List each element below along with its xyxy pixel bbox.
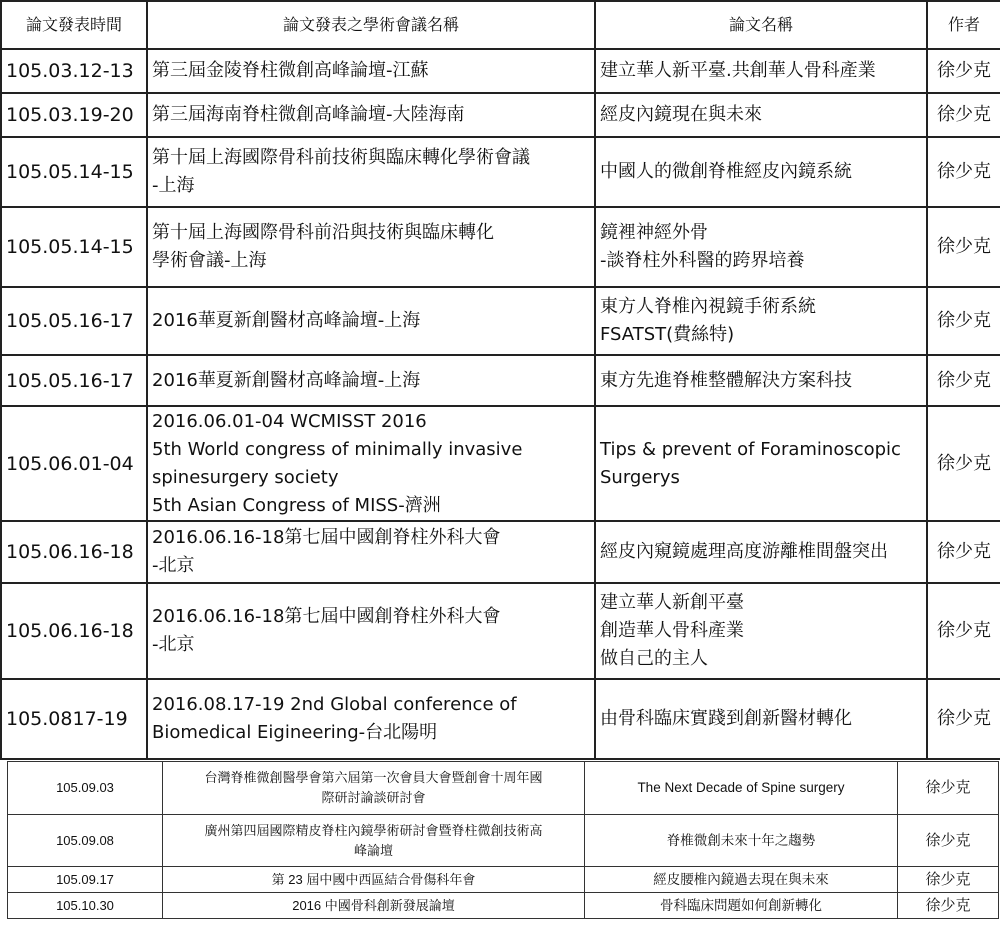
date-cell: 105.09.03: [8, 762, 163, 815]
paper-title-cell: The Next Decade of Spine surgery: [585, 762, 898, 815]
author-cell: 徐少克: [927, 679, 1000, 759]
conference-cell: 第十屆上海國際骨科前沿與技術與臨床轉化 學術會議-上海: [147, 207, 595, 287]
date-cell: 105.10.30: [8, 893, 163, 919]
date-cell: 105.06.16-18: [1, 521, 147, 583]
table-row: [1, 583, 1000, 679]
table-row: [8, 893, 999, 919]
header-conference: 論文發表之學術會議名稱: [147, 1, 595, 49]
conference-cell: 2016華夏新創醫材高峰論壇-上海: [147, 355, 595, 406]
author-cell: 徐少克: [898, 867, 999, 893]
paper-title-cell: 經皮內鏡現在與未來: [595, 93, 927, 137]
author-cell: 徐少克: [927, 93, 1000, 137]
author-cell: 徐少克: [927, 355, 1000, 406]
author-cell: 徐少克: [898, 893, 999, 919]
paper-title-cell: 中國人的微創脊椎經皮內鏡系統: [595, 137, 927, 207]
paper-title-cell: 東方人脊椎內視鏡手術系統 FSATST(費絲特): [595, 287, 927, 355]
date-cell: 105.09.08: [8, 815, 163, 867]
date-cell: 105.05.14-15: [1, 137, 147, 207]
author-cell: 徐少克: [898, 815, 999, 867]
date-cell: 105.06.16-18: [1, 583, 147, 679]
author-cell: 徐少克: [927, 207, 1000, 287]
paper-title-cell: 經皮腰椎內鏡過去現在與未來: [585, 867, 898, 893]
date-cell: 105.06.01-04: [1, 406, 147, 521]
conference-cell: 2016.06.16-18第七屆中國創脊柱外科大會 -北京: [147, 521, 595, 583]
author-cell: 徐少克: [927, 406, 1000, 521]
table-row: [8, 815, 999, 867]
paper-title-cell: Tips & prevent of Foraminoscopic Surgerys: [595, 406, 927, 521]
paper-title-cell: 經皮內窺鏡處理高度游離椎間盤突出: [595, 521, 927, 583]
header-paper-title: 論文名稱: [595, 1, 927, 49]
date-cell: 105.03.12-13: [1, 49, 147, 93]
author-cell: 徐少克: [927, 137, 1000, 207]
date-cell: 105.05.16-17: [1, 287, 147, 355]
table-row: [8, 867, 999, 893]
paper-title-cell: 建立華人新創平臺 創造華人骨科產業 做自己的主人: [595, 583, 927, 679]
table-row: [1, 137, 1000, 207]
publication-table-continued: [7, 761, 999, 919]
author-cell: 徐少克: [927, 583, 1000, 679]
table-row: [1, 355, 1000, 406]
conference-cell: 第 23 屆中國中西區結合骨傷科年會: [163, 867, 585, 893]
conference-cell: 2016.06.01-04 WCMISST 2016 5th World congress of minimally invasive spinesurgery society 5th Asian Congress of MISS-濟洲: [147, 406, 595, 521]
table-row: [1, 521, 1000, 583]
paper-title-cell: 脊椎微創未來十年之趨勢: [585, 815, 898, 867]
date-cell: 105.05.14-15: [1, 207, 147, 287]
table-row: [1, 207, 1000, 287]
header-author: 作者: [927, 1, 1000, 49]
author-cell: 徐少克: [927, 49, 1000, 93]
conference-cell: 2016華夏新創醫材高峰論壇-上海: [147, 287, 595, 355]
paper-title-cell: 由骨科臨床實踐到創新醫材轉化: [595, 679, 927, 759]
header-date: 論文發表時間: [1, 1, 147, 49]
table-row: [1, 49, 1000, 93]
table-row: [1, 679, 1000, 759]
conference-cell: 第三屆海南脊柱微創高峰論壇-大陸海南: [147, 93, 595, 137]
conference-cell: 廣州第四屆國際精皮脊柱內鏡學術研討會暨脊柱微創技術高 峰論壇: [163, 815, 585, 867]
author-cell: 徐少克: [927, 521, 1000, 583]
date-cell: 105.0817-19: [1, 679, 147, 759]
conference-cell: 2016 中國骨科創新發展論壇: [163, 893, 585, 919]
date-cell: 105.03.19-20: [1, 93, 147, 137]
date-cell: 105.05.16-17: [1, 355, 147, 406]
paper-title-cell: 鏡裡神經外骨 -談脊柱外科醫的跨界培養: [595, 207, 927, 287]
author-cell: 徐少克: [927, 287, 1000, 355]
table-row: [1, 93, 1000, 137]
table-header-row: [1, 1, 1000, 49]
paper-title-cell: 骨科臨床問題如何創新轉化: [585, 893, 898, 919]
conference-cell: 台灣脊椎微創醫學會第六屆第一次會員大會暨創會十周年國 際研討論談研討會: [163, 762, 585, 815]
conference-cell: 第三屆金陵脊柱微創高峰論壇-江蘇: [147, 49, 595, 93]
author-cell: 徐少克: [898, 762, 999, 815]
table-row: [8, 762, 999, 815]
conference-cell: 2016.08.17-19 2nd Global conference of Biomedical Eigineering-台北陽明: [147, 679, 595, 759]
conference-cell: 第十屆上海國際骨科前技術與臨床轉化學術會議 -上海: [147, 137, 595, 207]
paper-title-cell: 東方先進脊椎整體解決方案科技: [595, 355, 927, 406]
conference-cell: 2016.06.16-18第七屆中國創脊柱外科大會 -北京: [147, 583, 595, 679]
paper-title-cell: 建立華人新平臺.共創華人骨科產業: [595, 49, 927, 93]
table-row: [1, 287, 1000, 355]
table-row: [1, 406, 1000, 521]
date-cell: 105.09.17: [8, 867, 163, 893]
